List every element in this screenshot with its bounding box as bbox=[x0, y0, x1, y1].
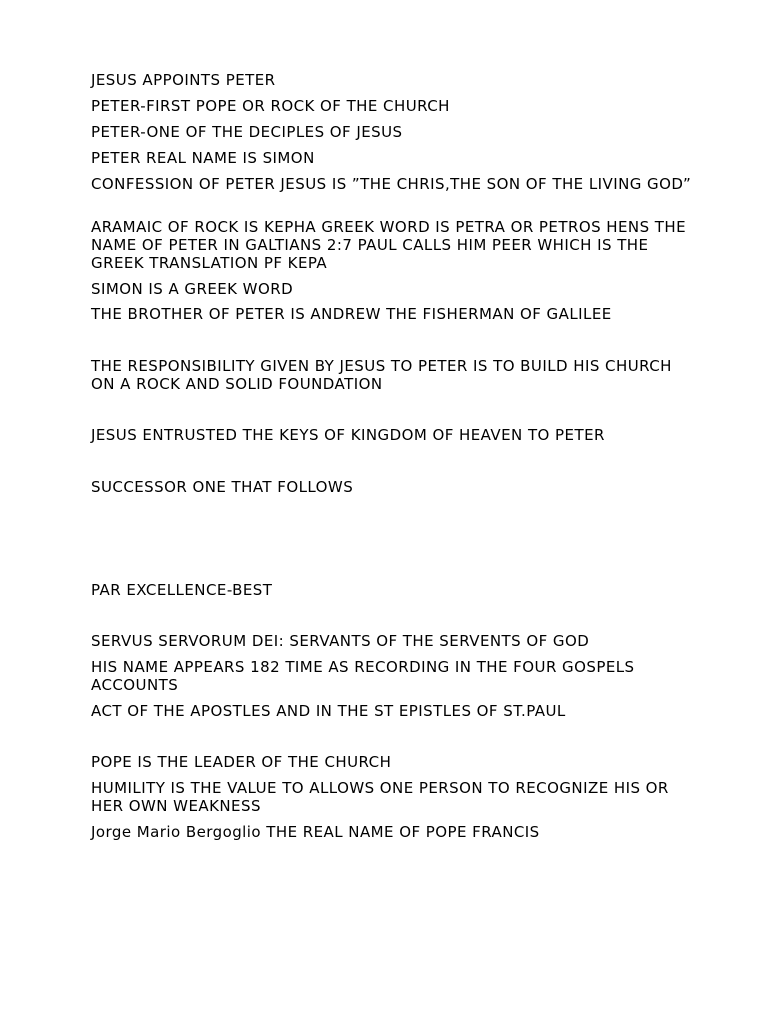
note-line-3: PETER-ONE OF THE DECIPLES OF JESUS bbox=[91, 123, 403, 141]
note-line-1: JESUS APPOINTS PETER bbox=[91, 71, 276, 89]
note-line-14: HIS NAME APPEARS 182 TIME AS RECORDING IN THE FOUR GOSPELS ACCOUNTS bbox=[91, 658, 635, 694]
note-line-2: PETER-FIRST POPE OR ROCK OF THE CHURCH bbox=[91, 97, 450, 115]
note-line-16: POPE IS THE LEADER OF THE CHURCH bbox=[91, 753, 392, 771]
note-line-10: JESUS ENTRUSTED THE KEYS OF KINGDOM OF HEAVEN TO PETER bbox=[91, 426, 605, 444]
note-line-17: HUMILITY IS THE VALUE TO ALLOWS ONE PERSON TO RECOGNIZE HIS OR HER OWN WEAKNESS bbox=[91, 779, 669, 815]
note-line-6: ARAMAIC OF ROCK IS KEPHA GREEK WORD IS PETRA OR PETROS HENS THE NAME OF PETER IN GALTIANS 2:7 PAUL CALLS HIM PEER WHICH IS THE GREEK TRANSLATION PF KEPA bbox=[91, 218, 687, 272]
note-line-18: Jorge Mario Bergoglio THE REAL NAME OF POPE FRANCIS bbox=[91, 823, 540, 841]
note-line-4: PETER REAL NAME IS SIMON bbox=[91, 149, 315, 167]
note-line-8: THE BROTHER OF PETER IS ANDREW THE FISHERMAN OF GALILEE bbox=[91, 305, 612, 323]
note-line-13: SERVUS SERVORUM DEI: SERVANTS OF THE SERVENTS OF GOD bbox=[91, 632, 590, 650]
note-line-9: THE RESPONSIBILITY GIVEN BY JESUS TO PETER IS TO BUILD HIS CHURCH ON A ROCK AND SOLID FOUNDATION bbox=[91, 357, 672, 393]
note-line-12: PAR EXCELLENCE-BEST bbox=[91, 581, 273, 599]
note-line-5: CONFESSION OF PETER JESUS IS ”THE CHRIS,THE SON OF THE LIVING GOD” bbox=[91, 175, 692, 193]
note-line-7: SIMON IS A GREEK WORD bbox=[91, 280, 294, 298]
note-line-15: ACT OF THE APOSTLES AND IN THE ST EPISTLES OF ST.PAUL bbox=[91, 702, 566, 720]
note-line-11: SUCCESSOR ONE THAT FOLLOWS bbox=[91, 478, 354, 496]
